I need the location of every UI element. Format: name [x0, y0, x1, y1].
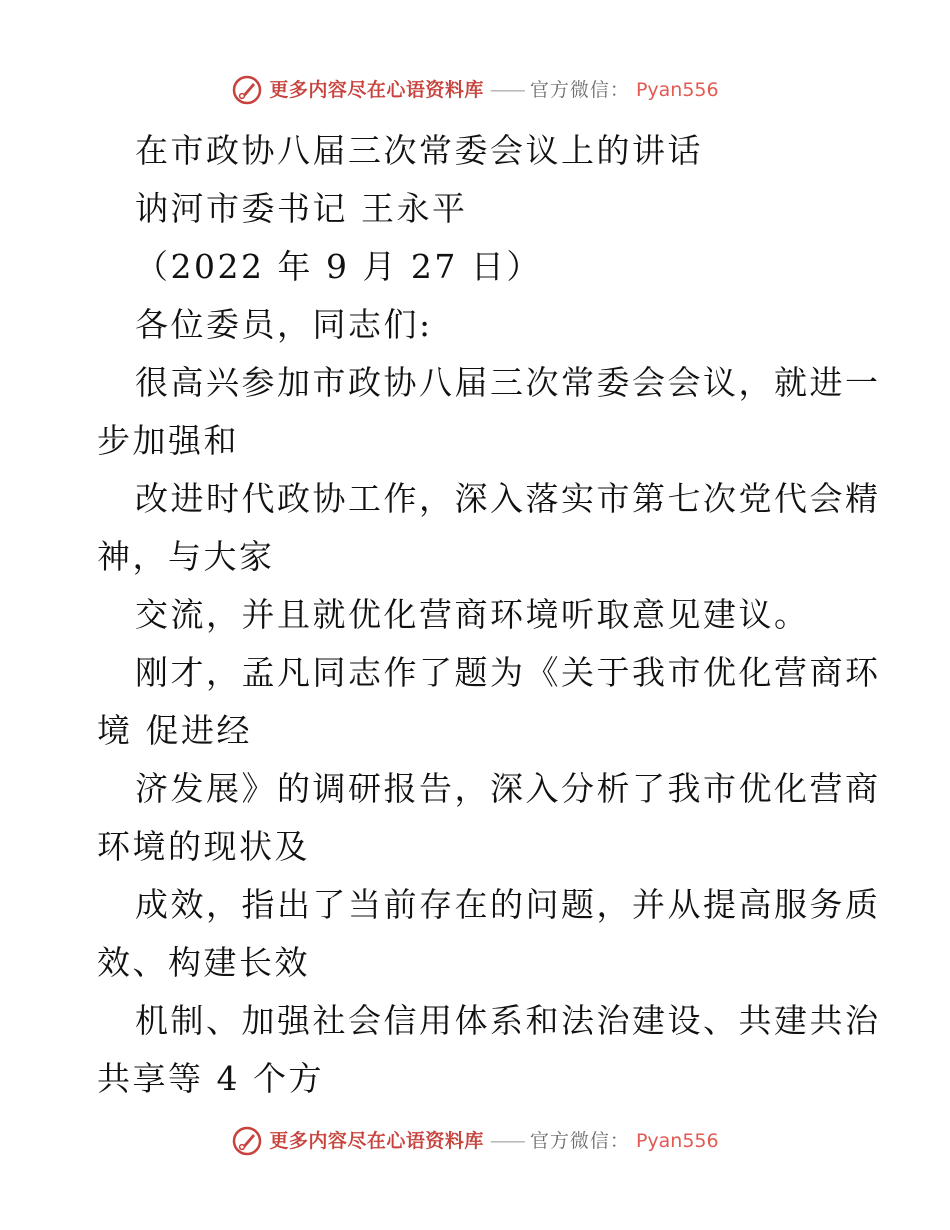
quill-logo-icon — [231, 1125, 263, 1157]
watermark-wechat-id: Pyan556 — [635, 79, 719, 101]
paragraph-line: 改进时代政协工作，深入落实市第七次党代会精 — [135, 479, 881, 518]
document-body — [97, 122, 881, 1108]
paragraph-line: 很高兴参加市政协八届三次常委会会议，就进一 — [135, 363, 881, 402]
salutation: 各位委员，同志们: — [135, 305, 433, 344]
watermark-dash: —— — [489, 1130, 524, 1152]
paragraph-line: 刚才，孟凡同志作了题为《关于我市优化营商环 — [135, 653, 881, 692]
paragraph-line: 共享等 4 个方 — [97, 1059, 324, 1098]
watermark-wechat-id: Pyan556 — [635, 1130, 719, 1152]
document-title: 在市政协八届三次常委会议上的讲话 — [135, 131, 703, 170]
watermark-text: 更多内容尽在心语资料库 — [269, 79, 484, 101]
paragraph-line: 成效，指出了当前存在的问题，并从提高服务质 — [135, 885, 881, 924]
paragraph-line: 机制、加强社会信用体系和法治建设、共建共治 — [135, 1001, 881, 1040]
watermark-dash: —— — [489, 79, 524, 101]
watermark-header — [0, 74, 950, 106]
watermark-wechat-label: 官方微信： — [529, 1130, 630, 1152]
paragraph-line: 神，与大家 — [97, 537, 275, 576]
speaker-line: 讷河市委书记 王永平 — [135, 189, 468, 228]
paragraph-line: 境 促进经 — [97, 711, 252, 750]
paragraph-line: 步加强和 — [97, 421, 239, 460]
watermark-footer — [0, 1125, 950, 1157]
date-line: （2022 年 9 月 27 日） — [135, 247, 542, 286]
watermark-text: 更多内容尽在心语资料库 — [269, 1130, 484, 1152]
paragraph-line: 济发展》的调研报告，深入分析了我市优化营商 — [135, 769, 881, 808]
paragraph-line: 环境的现状及 — [97, 827, 310, 866]
quill-logo-icon — [231, 74, 263, 106]
paragraph-line: 效、构建长效 — [97, 943, 310, 982]
watermark-wechat-label: 官方微信： — [529, 79, 630, 101]
paragraph-line: 交流，并且就优化营商环境听取意见建议。 — [135, 595, 810, 634]
